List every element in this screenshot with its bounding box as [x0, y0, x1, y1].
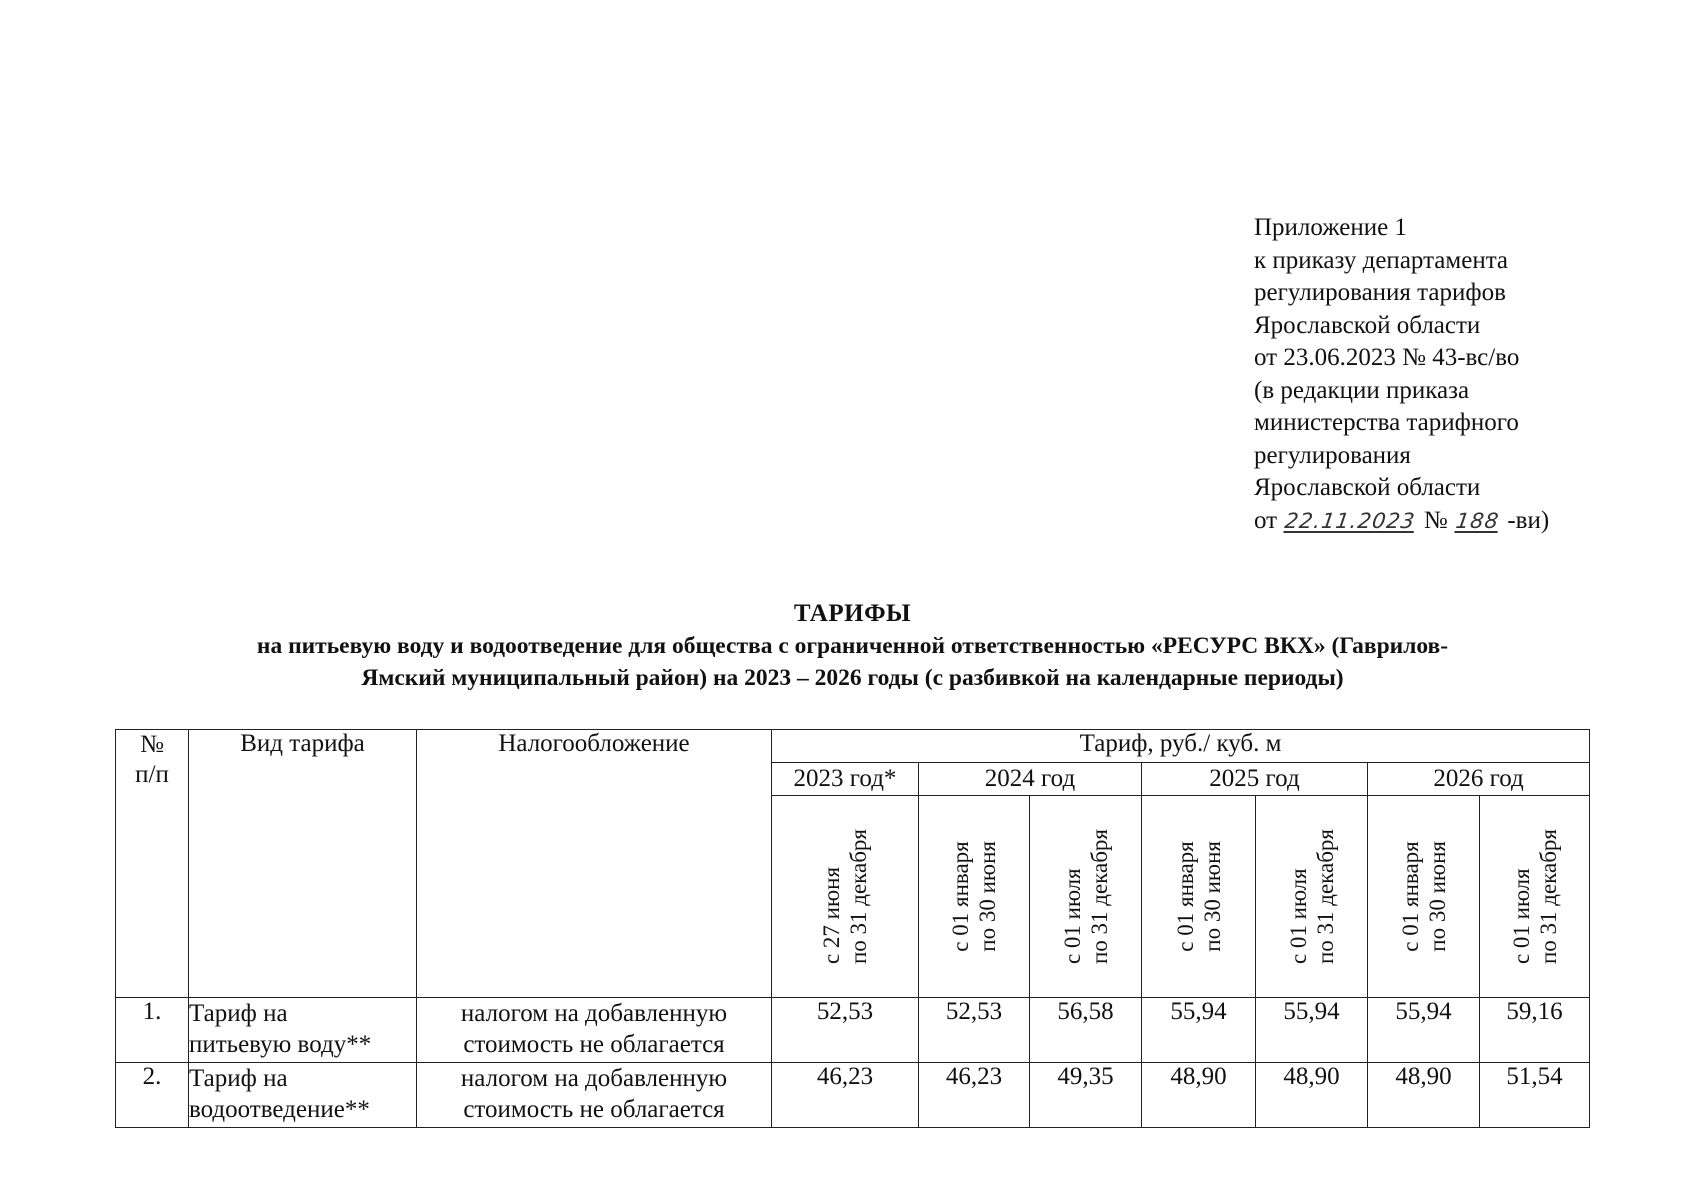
period-line-1: с 27 июня — [819, 866, 844, 965]
tariff-value: 56,58 — [1030, 998, 1142, 1063]
header-year-2025: 2025 год — [1142, 763, 1368, 796]
period-line-1: с 01 января — [1397, 841, 1423, 952]
row-tariff-type-line-2: питьевую воду** — [189, 1031, 372, 1058]
appendix-line: к приказу департамента — [1254, 246, 1509, 274]
tariff-value: 52,53 — [772, 998, 919, 1063]
row-tariff-type-line-1: Тариф на — [189, 1000, 288, 1027]
header-type: Вид тарифа — [189, 730, 417, 998]
row-tariff-type-line-1: Тариф на — [189, 1065, 288, 1092]
period-line-2: по 31 декабря — [1312, 828, 1338, 965]
tariff-value: 48,90 — [1368, 1063, 1480, 1128]
period-line-1: с 01 июля — [1285, 868, 1311, 965]
tariff-value: 55,94 — [1256, 998, 1368, 1063]
header-num — [116, 730, 189, 998]
row-tariff-type — [189, 998, 417, 1063]
tariff-value: 48,90 — [1256, 1063, 1368, 1128]
appendix-line: регулирования — [1254, 441, 1411, 469]
appendix-line: Ярославской области — [1254, 311, 1481, 339]
header-tax: Налогообложение — [417, 730, 772, 998]
appendix-block — [1254, 212, 1549, 537]
row-taxation — [417, 998, 772, 1063]
header-num-line-1: № — [140, 731, 164, 758]
appendix-line: Ярославской области — [1254, 474, 1481, 501]
header-year-2024: 2024 год — [919, 763, 1142, 796]
document-subtitle-line-2: Ямский муниципальный район) на 2023 – 2026 годы (с разбивкой на календарные периоды) — [361, 665, 1344, 691]
row-tariff-type-line-2: водоотведение** — [189, 1096, 370, 1123]
tariff-value: 46,23 — [919, 1063, 1030, 1128]
appendix-line: Приложение 1 — [1254, 214, 1407, 241]
appendix-line: от 23.06.2023 № 43-вс/во — [1254, 344, 1520, 371]
row-taxation — [417, 1063, 772, 1128]
appendix-line: министерства тарифного — [1254, 409, 1519, 436]
header-period — [772, 796, 919, 998]
header-year-2026: 2026 год — [1368, 763, 1590, 796]
period-line-2: по 31 декабря — [1535, 828, 1561, 965]
period-line-2: по 31 декабря — [1086, 828, 1112, 965]
period-line-2: по 30 июня — [1424, 841, 1450, 952]
header-row-1 — [116, 730, 1590, 763]
tariff-value: 55,94 — [1142, 998, 1256, 1063]
row-tariff-type — [189, 1063, 417, 1128]
tariff-value: 59,16 — [1480, 998, 1590, 1063]
document-title-block — [115, 598, 1590, 694]
table-row — [116, 998, 1590, 1063]
tariff-value: 49,35 — [1030, 1063, 1142, 1128]
appendix-suffix: -ви) — [1501, 506, 1550, 534]
header-period — [1368, 796, 1480, 998]
period-line-1: с 01 января — [948, 841, 973, 952]
appendix-date-prefix: от — [1254, 506, 1284, 534]
period-line-2: по 30 июня — [975, 841, 1000, 952]
header-period — [1030, 796, 1142, 998]
tariff-value: 51,54 — [1480, 1063, 1590, 1128]
period-line-2: по 31 декабря — [846, 828, 871, 965]
header-num-line-2: п/п — [135, 761, 169, 788]
row-num: 2. — [116, 1063, 189, 1128]
tariff-value: 48,90 — [1142, 1063, 1256, 1128]
tariff-value: 52,53 — [919, 998, 1030, 1063]
row-taxation-line-2: стоимость не облагается — [463, 1031, 725, 1058]
header-period — [1480, 796, 1590, 998]
handwritten-date: 22.11.2023 — [1283, 508, 1418, 533]
header-year-2023: 2023 год* — [772, 763, 919, 796]
document-subtitle-line-1: на питьевую воду и водоотведение для общества с ограниченной ответственностью «РЕСУРС ВКХ» (Гаврилов- — [256, 633, 1449, 659]
row-taxation-line-1: налогом на добавленную — [460, 1000, 728, 1027]
row-taxation-line-1: налогом на добавленную — [460, 1065, 728, 1092]
header-period — [919, 796, 1030, 998]
period-line-1: с 01 января — [1172, 841, 1198, 952]
period-line-1: с 01 июля — [1059, 868, 1085, 965]
tariff-value: 46,23 — [772, 1063, 919, 1128]
header-period — [1256, 796, 1368, 998]
appendix-number-sign: № — [1417, 506, 1454, 534]
document-title: ТАРИФЫ — [793, 600, 912, 627]
period-line-2: по 30 июня — [1199, 841, 1225, 952]
header-tariff: Тариф, руб./ куб. м — [772, 730, 1590, 763]
tariffs-table — [115, 729, 1590, 1128]
appendix-line: регулирования тарифов — [1254, 279, 1506, 306]
tariff-value: 55,94 — [1368, 998, 1480, 1063]
table-row — [116, 1063, 1590, 1128]
row-num: 1. — [116, 998, 189, 1063]
appendix-last-line — [1254, 505, 1549, 538]
header-period — [1142, 796, 1256, 998]
appendix-line: (в редакции приказа — [1254, 376, 1470, 404]
row-taxation-line-2: стоимость не облагается — [463, 1096, 725, 1123]
period-line-1: с 01 июля — [1508, 868, 1534, 965]
handwritten-number: 188 — [1454, 508, 1501, 533]
